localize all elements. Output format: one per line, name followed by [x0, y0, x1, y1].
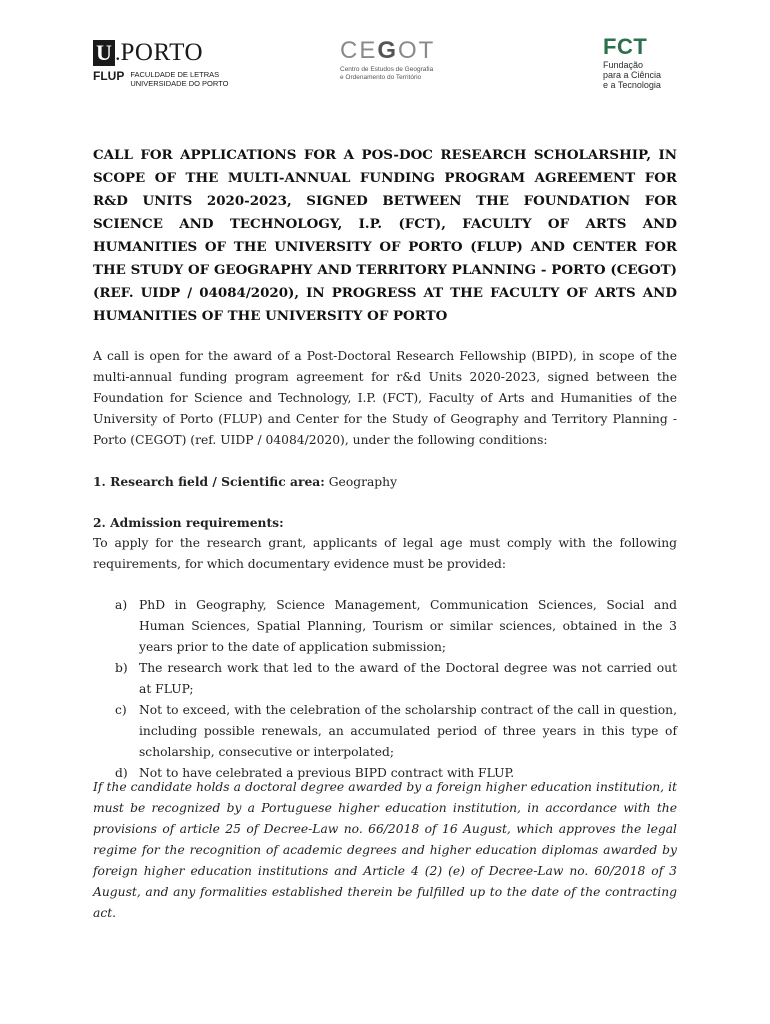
fct-subtitle-line1: Fundação [603, 60, 644, 70]
fct-subtitle-line2: para a Ciência [603, 70, 662, 80]
list-item-text: Not to exceed, with the celebration of the scholarship contract of the call in question, including possible renewals, an accumulated period of three years in this type of scholarship, consecutive or interpolated; [139, 703, 677, 759]
list-item-marker: c) [115, 703, 127, 717]
flup-acronym: FLUP [93, 69, 125, 83]
uporto-flup-logo [93, 40, 253, 92]
cegot-subtitle-line1: Centro de Estudos de Geografia [340, 66, 434, 73]
research-field-section [93, 471, 677, 493]
list-item-marker: b) [115, 661, 128, 675]
cegot-subtitle [340, 66, 440, 82]
research-field-label: 1. Research field / Scientific area: [93, 474, 325, 489]
fct-subtitle-line3: e a Tecnologia [603, 80, 661, 90]
list-item [115, 595, 677, 658]
admission-requirements-heading: 2. Admission requirements: [93, 515, 284, 530]
list-item-text: PhD in Geography, Science Management, Communication Sciences, Social and Human Sciences, Spatial Planning, Tourism or similar sciences, obtained in the 3 years prior to the date of application submission; [139, 598, 677, 654]
uporto-dot: . [115, 40, 121, 65]
fct-wordmark: FCT [603, 34, 648, 59]
cegot-name-g: G [377, 37, 399, 64]
document-title: CALL FOR APPLICATIONS FOR A POS-DOC RESEARCH SCHOLARSHIP, IN SCOPE OF THE MULTI-ANNUAL FUNDING PROGRAM AGREEMENT FOR R&D UNITS 2020-2023, SIGNED BETWEEN THE FOUNDATION FOR SCIENCE AND TECHNOLOGY, I.P. (FCT), FACULTY OF ARTS AND HUMANITIES OF THE UNIVERSITY OF PORTO (FLUP) AND CENTER FOR THE STUDY OF GEOGRAPHY AND TERRITORY PLANNING - PORTO (CEGOT) (REF. UIDP / 04084/2020), IN PROGRESS AT THE FACULTY OF ARTS AND HUMANITIES OF THE UNIVERSITY OF PORTO [93, 147, 677, 324]
list-item [115, 700, 677, 763]
list-item-text: The research work that led to the award of the Doctoral degree was not carried out at FLUP; [139, 661, 677, 696]
uporto-porto-text: PORTO [120, 39, 204, 66]
requirements-list [115, 595, 677, 784]
cegot-logo [340, 38, 440, 86]
cegot-name-pre: CE [340, 37, 378, 64]
list-item-text: Not to have celebrated a previous BIPD contract with FLUP. [139, 766, 515, 780]
cegot-subtitle-line2: e Ordenamento do Território [340, 74, 422, 81]
list-item-marker: d) [115, 766, 128, 780]
flup-faculty-line1: FACULDADE DE LETRAS [130, 70, 220, 79]
foreign-degree-note: If the candidate holds a doctoral degree awarded by a foreign higher education institution, it must be recognized by a Portuguese higher education institution, in accordance with the provisions of article 25 of Decree-Law no. 66/2018 of 16 August, which approves the legal regime for the recognition of academic degrees and higher education diplomas awarded by foreign higher education institutions and Article 4 (2) (e) of Decree-Law no. 60/2018 of 3 August, and any formalities established therein be fulfilled up to the date of the contracting act. [93, 780, 677, 920]
list-item-marker: a) [115, 598, 128, 612]
research-field-value: Geography [328, 475, 398, 489]
uporto-wordmark [93, 40, 253, 66]
cegot-wordmark [340, 38, 440, 64]
list-item [115, 658, 677, 700]
flup-row [93, 70, 253, 88]
flup-faculty-name [130, 70, 228, 88]
uporto-u-block: U [93, 40, 115, 66]
cegot-name-post: OT [398, 37, 436, 64]
fct-logo [603, 36, 683, 92]
admission-requirements-text: To apply for the research grant, applicants of legal age must comply with the following requirements, for which documentary evidence must be provided: [93, 536, 677, 571]
intro-paragraph: A call is open for the award of a Post-Doctoral Research Fellowship (BIPD), in scope of the multi-annual funding program agreement for r&d Units 2020-2023, signed between the Foundation for Science and Technology, I.P. (FCT), Faculty of Arts and Humanities of the University of Porto (FLUP) and Center for the Study of Geography and Territory Planning - Porto (CEGOT) (ref. UIDP / 04084/2020), under the following conditions: [93, 349, 677, 447]
flup-faculty-line2: UNIVERSIDADE DO PORTO [130, 79, 229, 88]
fct-subtitle [603, 60, 683, 90]
